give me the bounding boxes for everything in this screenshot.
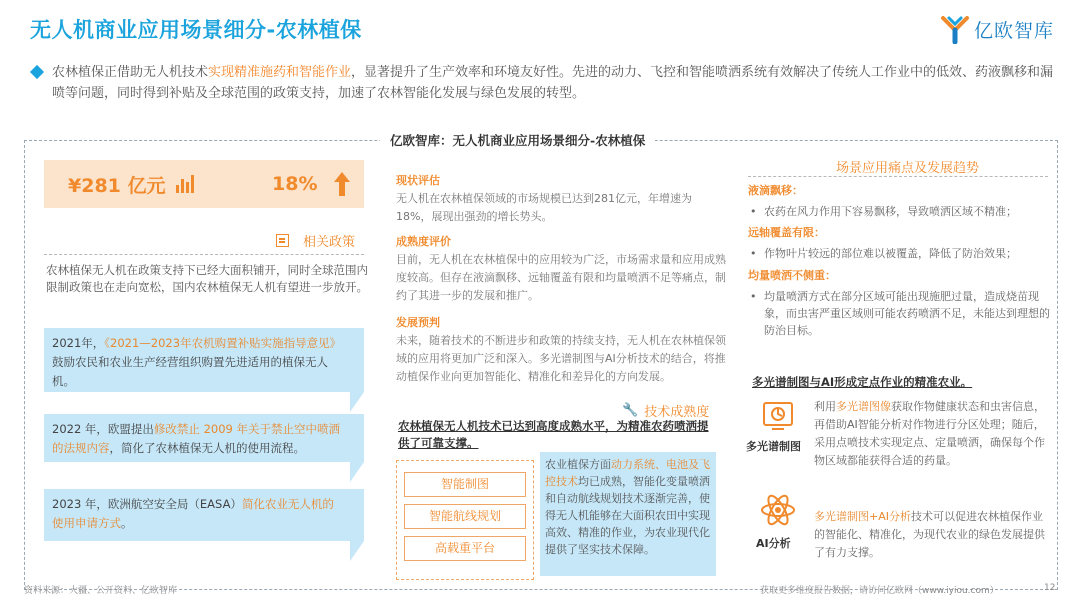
market-size-value: ¥281 亿元 — [68, 174, 166, 197]
document-icon — [276, 234, 289, 247]
multispectral-label: 多光谱制图 — [746, 440, 801, 453]
note-highlight: 《2021—2023年农机购置补贴实施指导意见》 — [104, 336, 342, 350]
note-highlight: 简化农业无人机的使用申请方式 — [52, 497, 334, 530]
tech-heading-label: 技术成熟度 — [644, 405, 710, 420]
ai-atom-icon — [758, 490, 798, 530]
pain-heading-drift: 液滴飘移： — [748, 184, 803, 197]
policy-note-2023 — [44, 489, 350, 541]
precision-farming-heading: 多光谱制图与AI形成定点作业的精准农业。 — [752, 375, 973, 389]
maturity-heading: 成熟度评价 — [396, 235, 451, 248]
outlook-heading: 发展预判 — [396, 316, 440, 329]
note-text: 2021年， — [52, 336, 105, 350]
route-planning-button[interactable]: 智能航线规划 — [404, 504, 526, 529]
ai-analysis-description — [814, 508, 1046, 562]
bar-chart-icon — [176, 175, 196, 193]
policy-note-2021 — [44, 328, 350, 392]
ai-analysis-label: AI分析 — [756, 537, 791, 550]
multispectral-description — [814, 398, 1046, 470]
note-text: 鼓励农民和农业生产经营组织购置先进适用的植保无人机。 — [52, 355, 328, 388]
wrench-icon: 🔧 — [622, 403, 639, 418]
intro-text-2: ，显著提升了生产效率和环境友好性。先进的动力、飞控和智能喷洒系统有效解决了传统人工作业中的低效、药液飘移和漏喷等问题，同时得到补贴及全球范围的政策支持，加速了农林智能化发展与绿色发展的转型。 — [52, 65, 1054, 101]
intro-text-1: 农林植保正借助无人机技术 — [52, 65, 209, 80]
divider — [44, 254, 364, 255]
note-text: 。 — [121, 516, 133, 530]
tech-desc-text: 农业植保方面 — [545, 458, 611, 471]
desc-highlight: 多光谱图像 — [836, 400, 891, 413]
frame-title: 亿欧智库：无人机商业应用场景细分-农林植保 — [380, 131, 655, 149]
note-highlight: 修改禁止 2009 年关于禁止空中喷洒的法规内容 — [52, 422, 340, 455]
page-number: 12 — [1044, 583, 1056, 593]
pain-text-uniform: • 均量喷洒方式在部分区域可能出现施肥过量，造成烧苗现象，而虫害严重区域则可能农药喷洒不足，未能达到理想的防治目标。 — [750, 288, 1050, 339]
logo-icon — [940, 14, 970, 44]
source-note: 资料来源：大疆、公开资料、亿欧智库 — [24, 586, 178, 596]
pain-text-drift: • 农药在风力作用下容易飘移，导致喷洒区域不精准； — [750, 203, 1050, 220]
desc-text: 利用 — [814, 400, 836, 413]
policy-summary: 农林植保无人机在政策支持下已经大面积铺开，同时全球范围内限制政策也在走向宽松，国内农林植保无人机有望进一步放开。 — [46, 263, 368, 294]
outlook-text: 未来，随着技术的不断进步和政策的持续支持，无人机在农林植保领域的应用将更加广泛和深入。多光谱制图与AI分析技术的结合，将推动植保作业向更加智能化、精准化和差异化的方向发展。 — [396, 334, 726, 383]
maturity-text: 目前，无人机在农林植保中的应用较为广泛，市场需求量和应用成熟度较高。但存在液滴飘移、远轴覆盖有限和均量喷洒不足等痛点，制约了其进一步的发展和推广。 — [396, 253, 726, 302]
intro-paragraph — [30, 62, 1060, 104]
policy-note-2022 — [44, 414, 350, 462]
multispectral-map-icon — [758, 395, 798, 435]
up-arrow-icon — [332, 170, 352, 198]
tech-description — [540, 452, 716, 576]
desc-text: 技术可以促进农林植保作业的智能化、精准化，为现代农业的绿色发展提供了有力支撑。 — [814, 510, 1045, 559]
note-text: ，简化了农林植保无人机的使用流程。 — [109, 441, 305, 455]
logo — [940, 14, 1054, 44]
pain-text-coverage: • 作物叶片较远的部位难以被覆盖，降低了防治效果； — [750, 245, 1050, 262]
tech-summary: 农林植保无人机技术已达到高度成熟水平，为精准农药喷洒提供了可靠支撑。 — [398, 419, 709, 450]
website-link[interactable]: 获取更多维度报告数据，请访问亿欧网（www.iyiou.com） — [760, 586, 999, 596]
market-stat-box — [44, 160, 364, 208]
policy-heading-label: 相关政策 — [303, 235, 356, 250]
desc-text: 获取作物健康状态和虫害信息，再借助AI智能分析对作物进行分区处理；随后，采用点喷技术实现定点、定量喷洒，确保每个作物区域都能获得合适的药量。 — [814, 400, 1045, 467]
growth-rate-value: 18% — [272, 173, 318, 195]
note-text: 2023 年，欧洲航空安全局（EASA） — [52, 497, 242, 511]
smart-mapping-button[interactable]: 智能制图 — [404, 472, 526, 497]
note-text: 2022 年，欧盟提出 — [52, 422, 154, 436]
status-text: 无人机在农林植保领域的市场规模已达到281亿元，年增速为18%，展现出强劲的增长势头。 — [396, 192, 692, 223]
diamond-bullet-icon — [30, 65, 44, 79]
tech-desc-text: 均已成熟，智能化变量喷洒和自动航线规划技术逐渐完善，使得无人机能够在大面积农田中实现高效、精准的作业，为农业现代化提供了坚实技术保障。 — [545, 475, 710, 556]
intro-highlight: 实现精准施药和智能作业 — [208, 65, 352, 80]
policy-heading — [276, 231, 355, 250]
tech-desc-highlight: 动力系统、电池及飞控技术 — [545, 458, 710, 488]
pain-points-heading: 场景应用痛点及发展趋势 — [836, 161, 980, 176]
logo-text: 亿欧智库 — [973, 19, 1054, 42]
pain-heading-uniform: 均量喷洒不侧重： — [748, 269, 836, 282]
divider — [748, 176, 1048, 177]
status-heading: 现状评估 — [396, 174, 440, 187]
pain-heading-coverage: 远轴覆盖有限： — [748, 226, 825, 239]
desc-highlight: 多光谱制图+AI分析 — [814, 510, 911, 523]
heavy-payload-button[interactable]: 高载重平台 — [404, 536, 526, 561]
page-title: 无人机商业应用场景细分-农林植保 — [30, 18, 362, 42]
